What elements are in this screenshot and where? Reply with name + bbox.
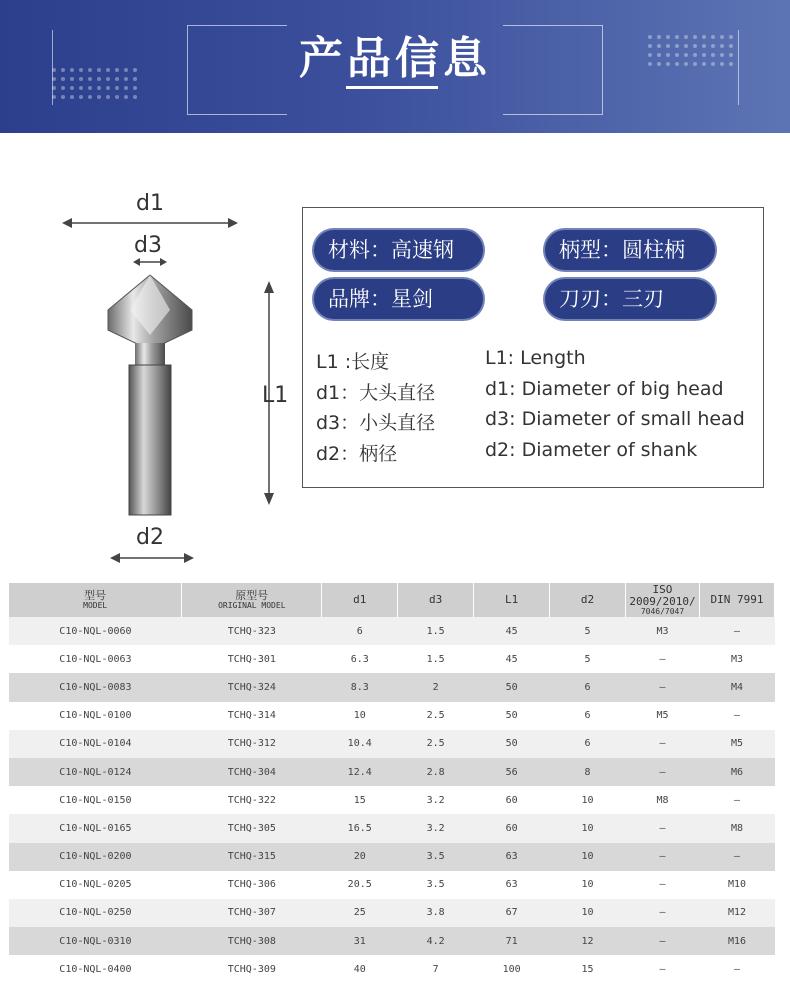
table-cell: —	[626, 955, 700, 983]
table-cell: TCHQ-312	[182, 730, 322, 758]
table-cell: —	[626, 645, 700, 673]
table-cell: 6	[550, 730, 626, 758]
label-d1: d1	[136, 191, 164, 216]
table-row	[9, 673, 775, 701]
table-row	[9, 730, 775, 758]
table-cell: C10-NQL-0400	[9, 955, 182, 983]
table-row	[9, 645, 775, 673]
header-label: 原型号	[235, 588, 269, 602]
table-cell: 63	[474, 871, 550, 899]
header-sublabel: ORIGINAL MODEL	[218, 600, 286, 610]
table-cell: C10-NQL-0124	[9, 758, 182, 786]
table-cell: 50	[474, 702, 550, 730]
table-cell: —	[626, 673, 700, 701]
table-cell: —	[699, 617, 774, 645]
label-L1: L1	[262, 383, 289, 408]
page-title: 产品信息	[299, 33, 491, 84]
table-cell: C10-NQL-0205	[9, 871, 182, 899]
spec-pill-brand: 品牌：星剑	[314, 279, 483, 319]
table-cell: 16.5	[322, 814, 398, 842]
table-cell: M3	[699, 645, 774, 673]
table-cell: —	[699, 955, 774, 983]
header-banner	[0, 0, 790, 133]
table-cell: 1.5	[398, 617, 474, 645]
table-cell: TCHQ-324	[182, 673, 322, 701]
table-cell: 100	[474, 955, 550, 983]
table-cell: TCHQ-301	[182, 645, 322, 673]
table-cell: 7	[398, 955, 474, 983]
table-cell: 8	[550, 758, 626, 786]
table-cell: 8.3	[322, 673, 398, 701]
table-cell: 45	[474, 617, 550, 645]
table-cell: 20.5	[322, 871, 398, 899]
table-row	[9, 927, 775, 955]
table-cell: TCHQ-322	[182, 786, 322, 814]
table-cell: 45	[474, 645, 550, 673]
table-cell: 10.4	[322, 730, 398, 758]
header-label: L1	[504, 592, 519, 606]
table-row	[9, 814, 775, 842]
table-cell: 3.5	[398, 843, 474, 871]
header-d1	[322, 583, 398, 617]
spec-pill-shank-type: 柄型：圆柱柄	[545, 230, 715, 270]
table-cell: —	[699, 786, 774, 814]
header-label: DIN 7991	[710, 592, 764, 606]
spec-pill-flutes: 刀刃：三刃	[545, 279, 715, 319]
table-cell: 6.3	[322, 645, 398, 673]
table-cell: 67	[474, 899, 550, 927]
table-cell: 10	[550, 871, 626, 899]
table-row	[9, 786, 775, 814]
table-cell: 15	[550, 955, 626, 983]
table-cell: C10-NQL-0083	[9, 673, 182, 701]
table-cell: 3.2	[398, 814, 474, 842]
table-cell: M5	[699, 730, 774, 758]
table-cell: TCHQ-305	[182, 814, 322, 842]
header-label: ISO 2009/2010/	[629, 582, 696, 608]
table-cell: —	[699, 702, 774, 730]
product-spec-table	[9, 583, 775, 983]
legend-en-L1: L1: Length	[485, 347, 586, 369]
table-cell: 10	[322, 702, 398, 730]
spec-pill-material: 材料：高速钢	[314, 230, 483, 270]
header-din	[699, 583, 774, 617]
label-d3: d3	[134, 233, 162, 258]
table-cell: 20	[322, 843, 398, 871]
header-model	[9, 583, 182, 617]
table-cell: —	[626, 730, 700, 758]
table-cell: C10-NQL-0200	[9, 843, 182, 871]
table-cell: M3	[626, 617, 700, 645]
header-label: d3	[429, 592, 443, 606]
table-cell: 25	[322, 899, 398, 927]
table-cell: 6	[550, 673, 626, 701]
table-cell: M8	[626, 786, 700, 814]
table-row	[9, 955, 775, 983]
table-cell: M4	[699, 673, 774, 701]
table-header-row	[9, 583, 775, 617]
table-cell: M12	[699, 899, 774, 927]
table-cell: C10-NQL-0063	[9, 645, 182, 673]
label-d2: d2	[136, 525, 164, 550]
table-cell: —	[626, 899, 700, 927]
table-cell: —	[626, 814, 700, 842]
header-label: d1	[353, 592, 367, 606]
table-cell: 56	[474, 758, 550, 786]
header-label: d2	[580, 592, 595, 606]
table-cell: M6	[699, 758, 774, 786]
table-cell: 3.8	[398, 899, 474, 927]
table-cell: TCHQ-307	[182, 899, 322, 927]
table-cell: 10	[550, 786, 626, 814]
table-cell: 4.2	[398, 927, 474, 955]
legend-en-d1: d1: Diameter of big head	[485, 378, 724, 400]
header-sublabel: MODEL	[83, 600, 108, 610]
header-sublabel: 7046/7047	[640, 606, 685, 616]
table-cell: 10	[550, 843, 626, 871]
table-cell: 40	[322, 955, 398, 983]
header-label: 型号	[84, 588, 107, 602]
countersink-diagram	[40, 185, 300, 570]
table-cell: 60	[474, 814, 550, 842]
legend-cn-d3: d3：小头直径	[316, 412, 436, 434]
table-cell: TCHQ-315	[182, 843, 322, 871]
table-cell: M16	[699, 927, 774, 955]
table-row	[9, 899, 775, 927]
table-cell: TCHQ-314	[182, 702, 322, 730]
table-cell: M10	[699, 871, 774, 899]
table-cell: C10-NQL-0150	[9, 786, 182, 814]
legend-en-d2: d2: Diameter of shank	[485, 439, 698, 461]
table-cell: C10-NQL-0100	[9, 702, 182, 730]
header-d3	[398, 583, 474, 617]
countersink-drill-icon	[40, 185, 300, 570]
table-cell: C10-NQL-0165	[9, 814, 182, 842]
table-cell: C10-NQL-0250	[9, 899, 182, 927]
table-cell: TCHQ-309	[182, 955, 322, 983]
title-underline	[346, 86, 438, 89]
legend-en-d3: d3: Diameter of small head	[485, 408, 745, 430]
table-cell: 2.5	[398, 702, 474, 730]
table-cell: TCHQ-306	[182, 871, 322, 899]
table-row	[9, 871, 775, 899]
table-cell: TCHQ-304	[182, 758, 322, 786]
table-row	[9, 617, 775, 645]
table-cell: TCHQ-323	[182, 617, 322, 645]
header-d2	[550, 583, 626, 617]
table-cell: 5	[550, 617, 626, 645]
table-cell: —	[699, 843, 774, 871]
table-cell: 60	[474, 786, 550, 814]
table-cell: 3.2	[398, 786, 474, 814]
table-cell: C10-NQL-0104	[9, 730, 182, 758]
table-cell: 12.4	[322, 758, 398, 786]
table-cell: 31	[322, 927, 398, 955]
table-cell: 12	[550, 927, 626, 955]
table-cell: 5	[550, 645, 626, 673]
table-cell: 2.5	[398, 730, 474, 758]
table-cell: 1.5	[398, 645, 474, 673]
table-cell: 50	[474, 673, 550, 701]
table-cell: 15	[322, 786, 398, 814]
legend-cn-d1: d1：大头直径	[316, 382, 436, 404]
table-cell: 10	[550, 899, 626, 927]
legend-cn-L1: L1 :长度	[316, 351, 390, 373]
legend-cn-d2: d2：柄径	[316, 443, 398, 465]
table-row	[9, 758, 775, 786]
table-cell: 2.8	[398, 758, 474, 786]
table-cell: C10-NQL-0060	[9, 617, 182, 645]
table-cell: TCHQ-308	[182, 927, 322, 955]
header-original-model	[182, 583, 322, 617]
table-row	[9, 702, 775, 730]
table-cell: 71	[474, 927, 550, 955]
table-cell: C10-NQL-0310	[9, 927, 182, 955]
table-cell: 6	[322, 617, 398, 645]
table-cell: 63	[474, 843, 550, 871]
spec-panel	[302, 207, 764, 488]
table-row	[9, 843, 775, 871]
table-cell: —	[626, 843, 700, 871]
table-cell: M8	[699, 814, 774, 842]
table-cell: M5	[626, 702, 700, 730]
table-cell: 2	[398, 673, 474, 701]
table-cell: —	[626, 871, 700, 899]
table-cell: 3.5	[398, 871, 474, 899]
header-L1	[474, 583, 550, 617]
table-cell: —	[626, 758, 700, 786]
table-cell: 6	[550, 702, 626, 730]
header-iso	[626, 583, 700, 617]
table-cell: 50	[474, 730, 550, 758]
table-cell: —	[626, 927, 700, 955]
table-cell: 10	[550, 814, 626, 842]
